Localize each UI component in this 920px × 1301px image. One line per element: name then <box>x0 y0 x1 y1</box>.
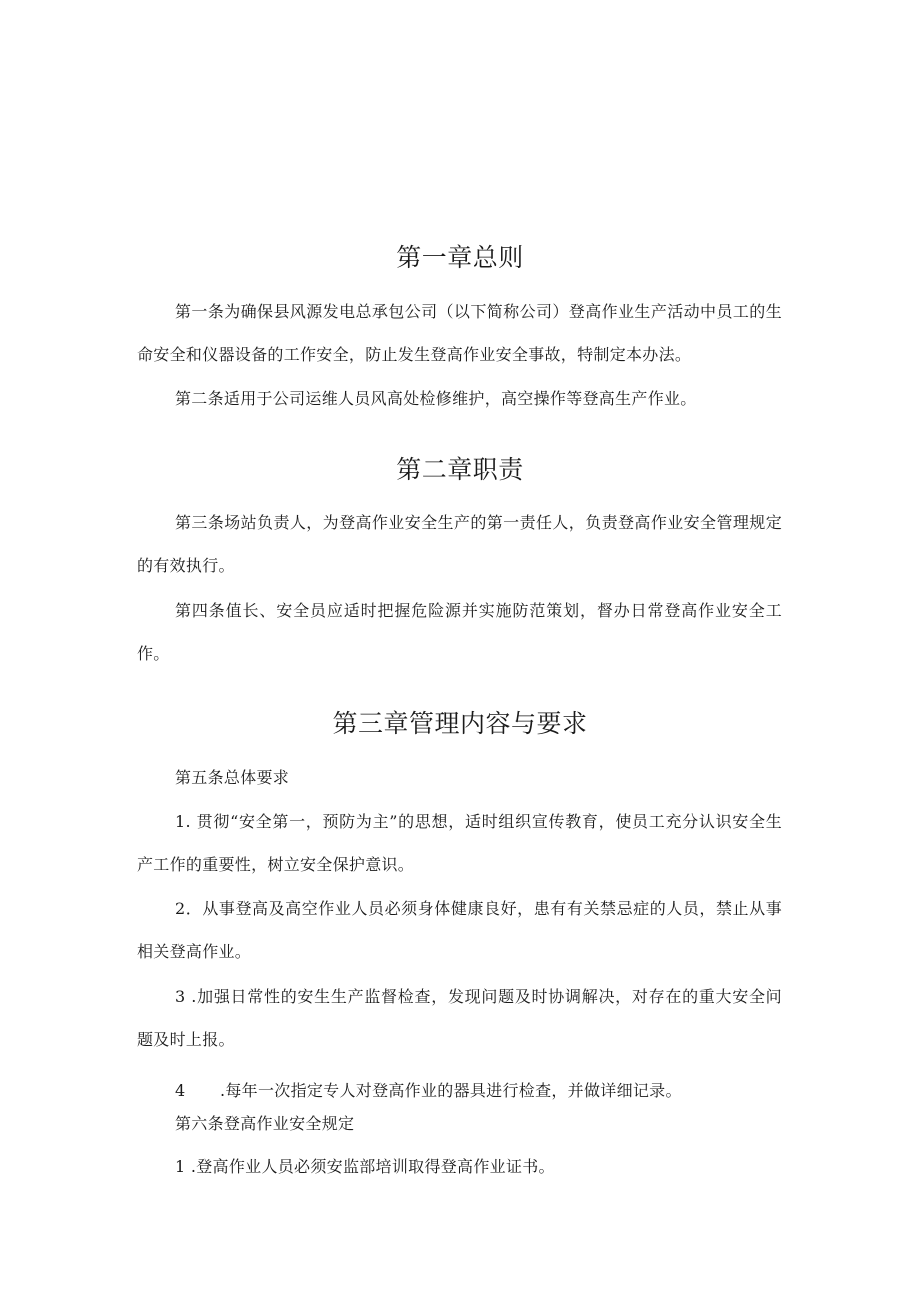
requirement-item-1: 1. 贯彻“安全第一，预防为主”的思想，适时组织宣传教育，使员工充分认识安全生产工作的重要性，树立安全保护意识。 <box>137 812 782 874</box>
chapter-3-title: 第三章管理内容与要求 <box>332 709 588 738</box>
item-text: .每年一次指定专人对登高作业的器具进行检查，并做详细记录。 <box>220 1081 682 1100</box>
requirement-item-3: 3 .加强日常性的安生生产监督检查，发现问题及时协调解决，对存在的重大安全问题及时上报。 <box>137 987 782 1049</box>
chapter-2-title: 第二章职责 <box>396 455 524 484</box>
requirement-item-4 <box>175 1080 682 1102</box>
article-3: 第三条场站负责人，为登高作业安全生产的第一责任人，负责登高作业安全管理规定的有效执行。 <box>137 513 782 575</box>
article-2: 第二条适用于公司运维人员风高处检修维护，高空操作等登高生产作业。 <box>175 389 697 408</box>
article-4: 第四条值长、安全员应适时把握危险源并实施防范策划，督办日常登高作业安全工作。 <box>137 601 782 663</box>
item-number: 4 <box>175 1081 186 1100</box>
article-6-heading: 第六条登高作业安全规定 <box>175 1114 355 1133</box>
safety-rule-item-1: 1 .登高作业人员必须安监部培训取得登高作业证书。 <box>175 1157 555 1176</box>
article-1: 第一条为确保县风源发电总承包公司（以下简称公司）登高作业生产活动中员工的生命安全和仪器设备的工作安全，防止发生登高作业安全事故，特制定本办法。 <box>137 302 782 364</box>
requirement-item-2: 2．从事登高及高空作业人员必须身体健康良好，患有有关禁忌症的人员，禁止从事相关登高作业。 <box>137 899 782 961</box>
article-5-heading: 第五条总体要求 <box>175 768 290 787</box>
chapter-1-title: 第一章总则 <box>396 243 524 272</box>
